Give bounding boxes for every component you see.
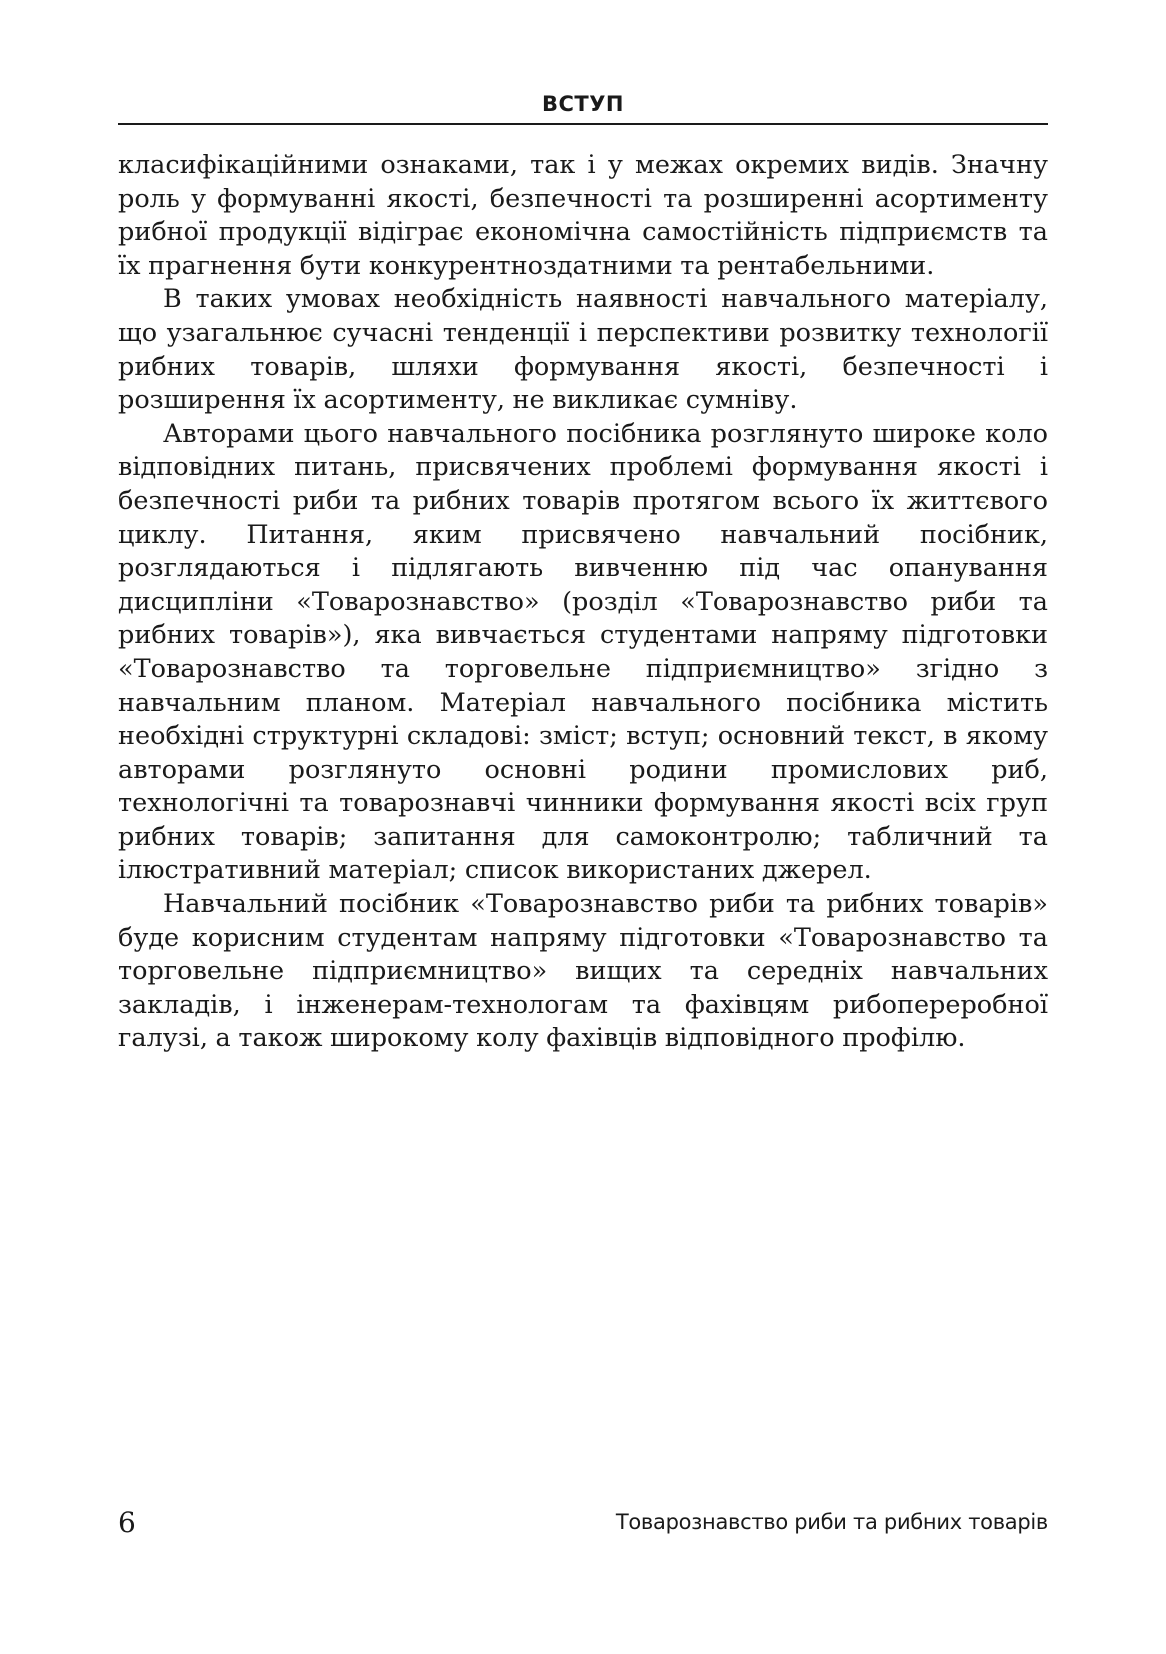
page-number: 6 xyxy=(118,1506,136,1539)
running-header-title: ВСТУП xyxy=(541,92,624,116)
paragraph-3: Авторами цього навчального посібника розглянуто широке коло відповідних питань, присвячених проблемі формування якості і безпечності риби та рибних товарів протягом всього їх життєвого циклу. Питання, яким присвячено навчальний посібник, розглядаються і підлягають вивченню під час опанування дисципліни «Товарознавство» (розділ «Товарознавство риби та рибних товарів»), яка вивчається студентами напряму підготовки «Товарознавство та торговельне підприємництво» згідно з навчальним планом. Матеріал навчального посібника містить необхідні структурні складові: зміст; вступ; основний текст, в якому авторами розглянуто основні родини промислових риб, технологічні та товарознавчі чинники формування якості всіх груп рибних товарів; запитання для самоконтролю; табличний та ілюстративний матеріал; список використаних джерел. xyxy=(118,418,1048,886)
running-footer-title: Товарознавство риби та рибних товарів xyxy=(615,1510,1048,1534)
paragraph-1: класифікаційними ознаками, так і у межах окремих видів. Значну роль у формуванні якості, безпечності та розширенні асортименту рибної продукції відіграє економічна самостійність підприємств та їх прагнення бути конкурентноздатними та рентабельними. xyxy=(118,150,1048,281)
header-rule xyxy=(118,123,1048,125)
paragraph-2: В таких умовах необхідність наявності навчального матеріалу, що узагальнює сучасні тенденції і перспективи розвитку технології рибних товарів, шляхи формування якості, безпечності і розширення їх асортименту, не викликає сумніву. xyxy=(118,284,1048,416)
body-text xyxy=(118,149,1048,1056)
paragraph-4: Навчальний посібник «Товарознавство риби та рибних товарів» буде корисним студентам напряму підготовки «Товарознавство та торговельне підприємництво» вищих та середніх навчальних закладів, і інженерам-технологам та фахівцям рибопереробної галузі, а також широкому колу фахівців відповідного профілю. xyxy=(118,889,1048,1054)
